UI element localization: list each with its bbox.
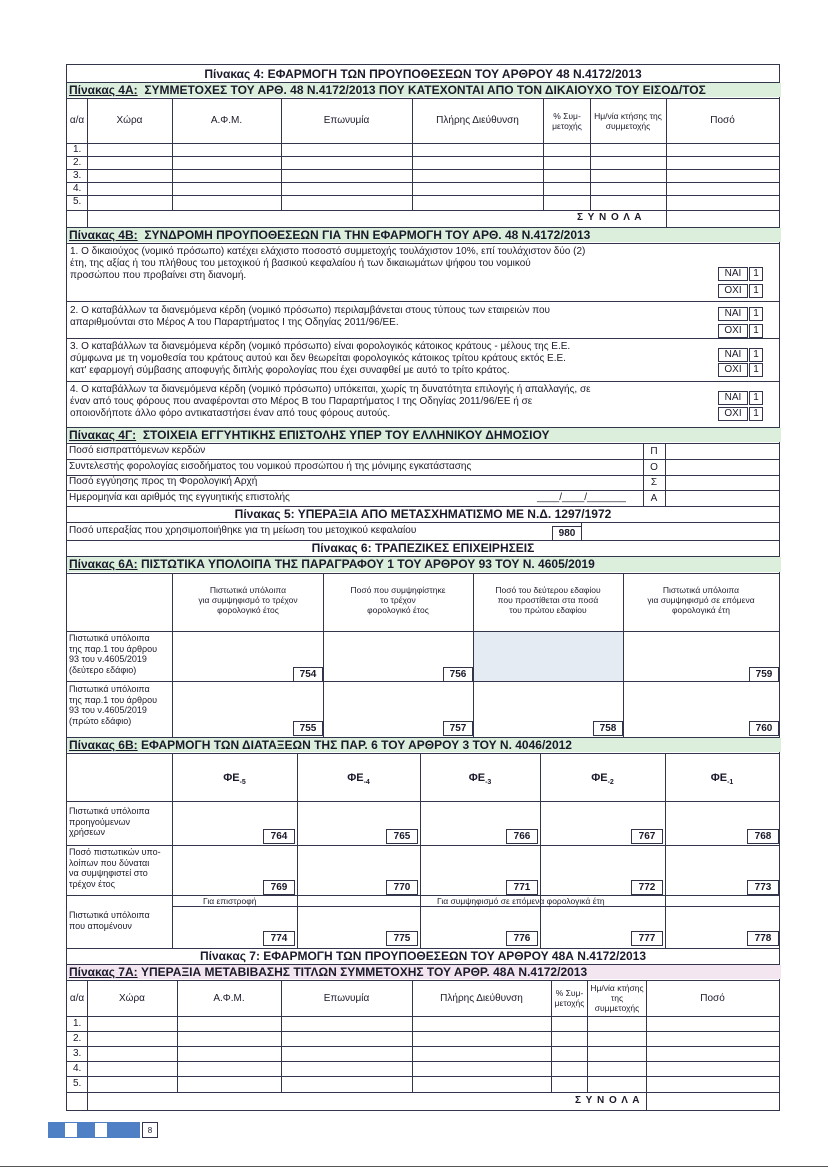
table7a: [67, 980, 779, 1110]
no-box[interactable]: ΟΧΙ: [718, 407, 748, 421]
col-amount: Ποσό: [700, 992, 725, 1004]
row-num: 4.: [73, 183, 82, 194]
marker-block: [78, 1122, 94, 1138]
total-label: Σ Υ Ν Ο Λ Α: [577, 212, 643, 223]
code-775: 775: [386, 931, 418, 946]
shaded-cell: [473, 631, 623, 681]
row-num: 2.: [73, 157, 82, 168]
question-1: 1. Ο δικαιούχος (νομικό πρόσωπο) κατέχει ελάχιστο ποσοστό συμμετοχής τουλάχιστον 10%, επί τουλάχιστον δύο (2) έτη, της αξίας ή του πλήθους του μετοχικού ή βασικού κεφαλαίου ή των δικαιωμάτων ψήφου του νομικού προσώπου που προβαίνει στη διανομή.: [70, 246, 586, 281]
guarantee-row: Ποσό εγγύησης προς τη Φορολογική Αρχή: [69, 476, 258, 487]
table7a-title: ΥΠΕΡΑΞΙΑ ΜΕΤΑΒΙΒΑΣΗΣ ΤΙΤΛΩΝ ΣΥΜΜΕΤΟΧΗΣ ΤΟΥ ΑΡΘΡ. 48Α Ν.4172/2013: [140, 965, 588, 979]
col-aa: α/α: [69, 992, 85, 1004]
offset-label: Για συμψηφισμό σε επόμενα φορολογικά έτη: [437, 896, 605, 906]
code-778: 778: [747, 931, 779, 946]
side-letter: Π: [650, 446, 658, 457]
table6a-header: [67, 557, 781, 572]
col-percent: % Συμ-μετοχής: [554, 988, 585, 1008]
no-box[interactable]: ΟΧΙ: [718, 363, 748, 377]
code-771: 771: [506, 880, 538, 895]
code-754: 754: [293, 667, 323, 682]
form-frame: [66, 64, 780, 1111]
table6a-title: ΠΙΣΤΩΤΙΚΑ ΥΠΟΛΟΙΠΑ ΤΗΣ ΠΑΡΑΓΡΑΦΟΥ 1 ΤΟΥ ΑΡΘΡΟΥ 93 ΤΟΥ Ν. 4605/2019: [140, 557, 595, 571]
col-address: Πλήρης Διεύθυνση: [440, 992, 523, 1004]
row-num: 3.: [73, 170, 82, 181]
question-3: 3. Ο καταβάλλων τα διανεμόμενα κέρδη (νομικό πρόσωπο) είναι φορολογικός κάτοικος κράτους - μέλους της Ε.Ε. σύμφωνα με τη νομοθεσία του κράτους αυτού και δεν θεωρείται φορολογικός κάτοικος τρίτου κράτους εκτός Ε.Ε. κατ' εφαρμογή σύμβασης αποφυγής διπλής φορολογίας που έχει συναφθεί με αυτό το τρίτο κράτος.: [70, 341, 571, 376]
col-country: Χώρα: [119, 992, 145, 1004]
yes-code: 1: [749, 348, 763, 362]
col-name: Επωνυμία: [323, 115, 370, 126]
col-amount: Ποσό: [710, 115, 735, 126]
table4a-label: Πίνακας 4Α:: [69, 83, 138, 97]
code-773: 773: [747, 880, 779, 895]
row-num: 3.: [73, 1048, 82, 1059]
table5-row: Ποσό υπεραξίας που χρησιμοποιήθηκε για τη μείωση του μετοχικού κεφαλαίου: [69, 525, 417, 536]
code-765: 765: [386, 829, 418, 844]
no-box[interactable]: ΟΧΙ: [718, 324, 748, 338]
guarantee-date[interactable]: ____/____/_______: [537, 492, 626, 503]
col-second-paragraph: Ποσό του δεύτερου εδαφίου που προστίθεται στα ποσά του πρώτου εδαφίου: [495, 585, 601, 615]
no-code: 1: [749, 284, 763, 298]
side-letter: Σ: [650, 477, 658, 488]
fe-2: $\Phi E_{-2}$: [591, 772, 614, 787]
code-766: 766: [506, 829, 538, 844]
code-757: 757: [443, 721, 473, 736]
side-letter: Ο: [650, 462, 658, 473]
code-770: 770: [386, 880, 418, 895]
col-credit-next: Πιστωτικά υπόλοιπα για συμψηφισμό σε επόμενα φορολογικά έτη: [647, 585, 755, 615]
marker-block: [124, 1122, 140, 1138]
guarantee-row: Ποσό εισπραττόμενων κερδών: [69, 445, 206, 456]
marker-block: [108, 1122, 124, 1138]
table6a-label: Πίνακας 6Α:: [69, 557, 138, 571]
code-760: 760: [749, 721, 779, 736]
code-769: 769: [263, 880, 295, 895]
code-980: 980: [552, 526, 582, 541]
code-774: 774: [263, 931, 295, 946]
code-755: 755: [293, 721, 323, 736]
total-label: Σ Υ Ν Ο Λ Α: [575, 1095, 641, 1106]
guarantee-row: Ημερομηνία και αριθμός της εγγυητικής επιστολής: [69, 492, 290, 503]
fe-1: $\Phi E_{-1}$: [710, 772, 734, 787]
col-country: Χώρα: [116, 115, 143, 126]
yes-code: 1: [749, 307, 763, 321]
no-code: 1: [749, 363, 763, 377]
table4c-title: ΣΤΟΙΧΕΙΑ ΕΓΓΥΗΤΙΚΗΣ ΕΠΙΣΤΟΛΗΣ ΥΠΕΡ ΤΟΥ ΕΛΛΗΝΙΚΟΥ ΔΗΜΟΣΙΟΥ: [142, 428, 550, 442]
table4c-header: [67, 428, 781, 442]
row-label-offset: Ποσό πιστωτικών υπο- λοίπων που δύναται να συμψηφιστεί στο τρέχον έτος: [69, 847, 161, 889]
marker-block: [48, 1122, 64, 1138]
table4a-title: ΣΥΜΜΕΤΟΧΕΣ ΤΟΥ ΑΡΘ. 48 Ν.4172/2013 ΠΟΥ ΚΑΤΕΧΟΝΤΑΙ ΑΠΟ ΤΟΝ ΔΙΚΑΙΟΥΧΟ ΤΟΥ ΕΙΣΟΔ/ΤΟΣ: [144, 83, 706, 97]
page-number: 8: [142, 1122, 158, 1138]
row-label-remaining: Πιστωτικά υπόλοιπα που απομένουν: [69, 910, 150, 931]
row-num: 4.: [73, 1063, 82, 1074]
col-date: Ημ/νία κτήσης της συμμετοχής: [594, 110, 662, 131]
fe-3: $\Phi E_{-3}$: [468, 772, 492, 787]
col-name: Επωνυμία: [323, 992, 370, 1004]
table4c-label: Πίνακας 4Γ:: [69, 428, 137, 442]
code-772: 772: [631, 880, 663, 895]
yes-box[interactable]: ΝΑΙ: [718, 348, 748, 362]
code-758: 758: [593, 721, 623, 736]
table7a-label: Πίνακας 7Α:: [69, 965, 138, 979]
question-2: 2. Ο καταβάλλων τα διανεμόμενα κέρδη (νομικό πρόσωπο) περιλαμβάνεται στους τύπους των εταιρειών που απαριθμούνται στο Μέρος Α του Παραρτήματος Ι της Οδηγίας 2011/96/ΕΕ.: [70, 305, 551, 328]
fe-5: $\Phi E_{-5}$: [223, 772, 246, 787]
code-764: 764: [263, 829, 295, 844]
table4b-title: ΣΥΝΔΡΟΜΗ ΠΡΟΥΠΟΘΕΣΕΩΝ ΓΙΑ ΤΗΝ ΕΦΑΡΜΟΓΗ ΤΟΥ ΑΡΘ. 48 Ν.4172/2013: [144, 228, 591, 242]
side-letter: Α: [650, 493, 658, 504]
col-afm: Α.Φ.Μ.: [213, 992, 245, 1004]
bottom-rule: [0, 1166, 828, 1167]
col-date: Ημ/νία κτήσης της συμμετοχής: [590, 983, 644, 1013]
table7-title: Πίνακας 7: ΕΦΑΡΜΟΓΗ ΤΩΝ ΠΡΟΥΠΟΘΕΣΕΩΝ ΤΟΥ ΑΡΘΡΟΥ 48Α Ν.4172/2013: [199, 949, 647, 963]
refund-label: Για επιστροφή: [203, 896, 257, 906]
code-777: 777: [631, 931, 663, 946]
code-767: 767: [631, 829, 663, 844]
col-percent: % Συμ-μετοχής: [552, 110, 582, 131]
table6b-header: [67, 738, 781, 752]
table4a-header: [67, 83, 781, 97]
code-776: 776: [506, 931, 538, 946]
table4b-label: Πίνακας 4Β:: [69, 228, 138, 242]
marker-block: [64, 1122, 78, 1138]
guarantee-row: Συντελεστής φορολογίας εισοδήματος του νομικού προσώπου ή της μόνιμης εγκατάστασης: [69, 461, 472, 472]
table6b-title: ΕΦΑΡΜΟΓΗ ΤΩΝ ΔΙΑΤΑΞΕΩΝ ΤΗΣ ΠΑΡ. 6 ΤΟΥ ΑΡΘΡΟΥ 3 ΤΟΥ Ν. 4046/2012: [140, 738, 572, 752]
row-num: 1.: [73, 1018, 82, 1029]
row-label-second: Πιστωτικά υπόλοιπα της παρ.1 του άρθρου 93 του ν.4605/2019 (δεύτερο εδάφιο): [69, 633, 158, 675]
code-756: 756: [443, 667, 473, 682]
no-code: 1: [749, 407, 763, 421]
no-box[interactable]: ΟΧΙ: [718, 284, 748, 298]
col-offset-current: Ποσό που συμψηφίστηκε το τρέχον φορολογικό έτος: [350, 585, 446, 615]
question-4: 4. Ο καταβάλλων τα διανεμόμενα κέρδη (νομικό πρόσωπο) υπόκειται, χωρίς τη δυνατότητα επιλογής ή απαλλαγής, σε έναν από τους φόρους που αναφέρονται στο Μέρος Β του Παραρτήματος Ι της Οδηγίας 2011/96/ΕΕ ή σε οποιονδήποτε άλλο φόρο αντικαταστήσει έναν από τους φόρους αυτούς.: [70, 384, 591, 419]
yes-box[interactable]: ΝΑΙ: [718, 267, 748, 281]
table6-title: Πίνακας 6: ΤΡΑΠΕΖΙΚΕΣ ΕΠΙΧΕΙΡΗΣΕΙΣ: [311, 541, 535, 555]
table6b-label: Πίνακας 6Β:: [69, 738, 138, 752]
table4b-header: [67, 228, 781, 242]
row-num: 5.: [73, 196, 82, 207]
col-afm: Α.Φ.Μ.: [210, 115, 243, 126]
row-label-first: Πιστωτικά υπόλοιπα της παρ.1 του άρθρου 93 του ν.4605/2019 (πρώτο εδάφιο): [69, 684, 158, 726]
row-label-prev: Πιστωτικά υπόλοιπα προηγούμενων χρήσεων: [69, 806, 150, 837]
col-address: Πλήρης Διεύθυνση: [436, 115, 519, 126]
no-code: 1: [749, 324, 763, 338]
fe-4: $\Phi E_{-4}$: [347, 772, 370, 787]
code-759: 759: [749, 667, 779, 682]
row-num: 1.: [73, 144, 82, 155]
yes-box[interactable]: ΝΑΙ: [718, 307, 748, 321]
table4-title: Πίνακας 4: ΕΦΑΡΜΟΓΗ ΤΩΝ ΠΡΟΥΠΟΘΕΣΕΩΝ ΤΟΥ ΑΡΘΡΟΥ 48 Ν.4172/2013: [204, 67, 642, 81]
table5-title: Πίνακας 5: ΥΠΕΡΑΞΙΑ ΑΠΟ ΜΕΤΑΣΧΗΜΑΤΙΣΜΟ ΜΕ Ν.Δ. 1297/1972: [234, 507, 612, 521]
yes-box[interactable]: ΝΑΙ: [718, 391, 748, 405]
col-aa: α/α: [69, 115, 85, 126]
row-num: 5.: [73, 1078, 82, 1089]
marker-block: [94, 1122, 108, 1138]
row-num: 2.: [73, 1033, 82, 1044]
table7a-header: [67, 965, 781, 979]
code-768: 768: [747, 829, 779, 844]
yes-code: 1: [749, 267, 763, 281]
table4a: [67, 98, 779, 227]
col-credit-current: Πιστωτικά υπόλοιπα για συμψηφισμό το τρέχον φορολογικό έτος: [198, 585, 298, 615]
yes-code: 1: [749, 391, 763, 405]
